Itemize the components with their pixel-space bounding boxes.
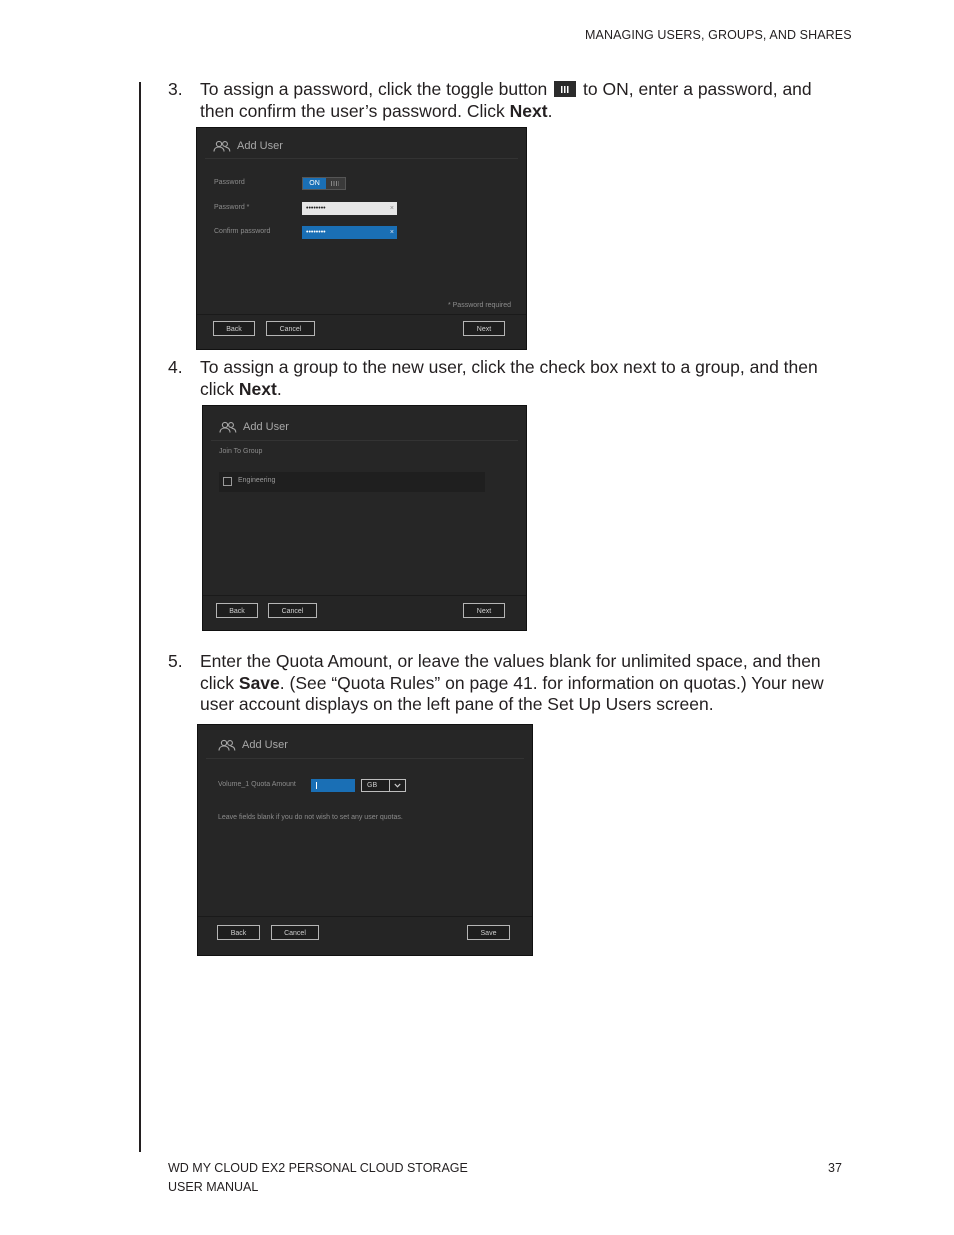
users-icon bbox=[218, 739, 236, 751]
dialog-title-text: Add User bbox=[237, 140, 283, 152]
quota-amount-input[interactable] bbox=[311, 779, 355, 792]
step-number: 3. bbox=[168, 79, 183, 99]
toggle-grip-icon bbox=[331, 181, 339, 186]
step-bold: Next bbox=[509, 100, 548, 121]
step-bold: Save bbox=[238, 672, 280, 693]
clear-icon[interactable]: × bbox=[389, 229, 394, 236]
step-text: to ON, enter a password, and then confirm the user’s password. Click bbox=[200, 79, 812, 121]
back-button[interactable]: Back bbox=[217, 925, 260, 940]
running-header: MANAGING USERS, GROUPS, AND SHARES bbox=[585, 28, 852, 42]
save-button[interactable]: Save bbox=[467, 925, 510, 940]
users-icon bbox=[213, 140, 231, 152]
step-text: To assign a group to the new user, click the check box next to a group, and then click bbox=[200, 357, 818, 399]
step-5 bbox=[168, 651, 848, 716]
dialog-title bbox=[213, 140, 283, 152]
dialog-title bbox=[218, 739, 288, 751]
password-required-note: * Password required bbox=[447, 302, 511, 309]
divider bbox=[211, 440, 518, 441]
confirm-password-value: •••••••• bbox=[306, 229, 326, 236]
text-cursor bbox=[316, 782, 317, 789]
password-label: Password bbox=[214, 179, 245, 186]
margin-rule bbox=[139, 82, 141, 1152]
cancel-button[interactable]: Cancel bbox=[266, 321, 315, 336]
page-number: 37 bbox=[828, 1161, 842, 1175]
group-row[interactable] bbox=[219, 472, 485, 492]
dialog-title-text: Add User bbox=[243, 421, 289, 433]
quota-amount-label: Volume_1 Quota Amount bbox=[218, 781, 296, 788]
back-button[interactable]: Back bbox=[213, 321, 255, 336]
unit-select[interactable] bbox=[361, 779, 406, 792]
toggle-button-icon bbox=[554, 81, 576, 97]
dialog-footer bbox=[197, 314, 526, 349]
add-user-group-dialog bbox=[202, 405, 527, 631]
step-text: To assign a password, click the toggle button bbox=[200, 79, 548, 99]
step-number: 5. bbox=[168, 651, 183, 671]
step-text: . bbox=[276, 378, 282, 399]
step-text: . bbox=[547, 100, 553, 121]
confirm-password-label: Confirm password bbox=[214, 228, 271, 235]
toggle-on-label: ON bbox=[303, 178, 326, 189]
add-user-quota-dialog bbox=[197, 724, 533, 956]
divider bbox=[205, 158, 518, 159]
step-number: 4. bbox=[168, 357, 183, 377]
select-divider bbox=[389, 780, 390, 791]
join-group-label: Join To Group bbox=[219, 448, 263, 455]
step-3 bbox=[168, 79, 848, 122]
password-field-label: Password * bbox=[214, 204, 250, 211]
divider bbox=[206, 758, 524, 759]
step-text: Enter the Quota Amount, or leave the values blank for unlimited space, and then click bbox=[200, 651, 821, 693]
confirm-password-input[interactable] bbox=[302, 226, 397, 239]
next-button[interactable]: Next bbox=[463, 321, 505, 336]
dialog-footer bbox=[198, 916, 532, 955]
back-button[interactable]: Back bbox=[216, 603, 258, 618]
product-name: WD MY CLOUD EX2 PERSONAL CLOUD STORAGE bbox=[168, 1161, 468, 1175]
users-icon bbox=[219, 421, 237, 433]
manual-label: USER MANUAL bbox=[168, 1180, 259, 1194]
dialog-footer bbox=[203, 595, 526, 630]
clear-icon[interactable]: × bbox=[389, 205, 394, 212]
chevron-down-icon bbox=[394, 783, 401, 788]
dialog-title-text: Add User bbox=[242, 739, 288, 751]
step-bold: Next bbox=[238, 378, 277, 399]
unit-value: GB bbox=[367, 782, 378, 789]
add-user-password-dialog bbox=[196, 127, 527, 350]
password-toggle[interactable] bbox=[302, 177, 346, 190]
password-value: •••••••• bbox=[306, 205, 326, 212]
cancel-button[interactable]: Cancel bbox=[268, 603, 317, 618]
footer-product bbox=[168, 1159, 468, 1197]
next-button[interactable]: Next bbox=[463, 603, 505, 618]
group-checkbox[interactable] bbox=[223, 477, 232, 486]
password-input[interactable] bbox=[302, 202, 397, 215]
step-text: . (See “Quota Rules” on page 41. for information on quotas.) Your new user account displays on the left pane of the Set Up Users screen. bbox=[200, 672, 824, 714]
step-4 bbox=[168, 357, 848, 400]
cancel-button[interactable]: Cancel bbox=[271, 925, 319, 940]
quota-hint: Leave fields blank if you do not wish to set any user quotas. bbox=[218, 814, 403, 821]
group-name: Engineering bbox=[238, 477, 276, 484]
dialog-title bbox=[219, 421, 289, 433]
